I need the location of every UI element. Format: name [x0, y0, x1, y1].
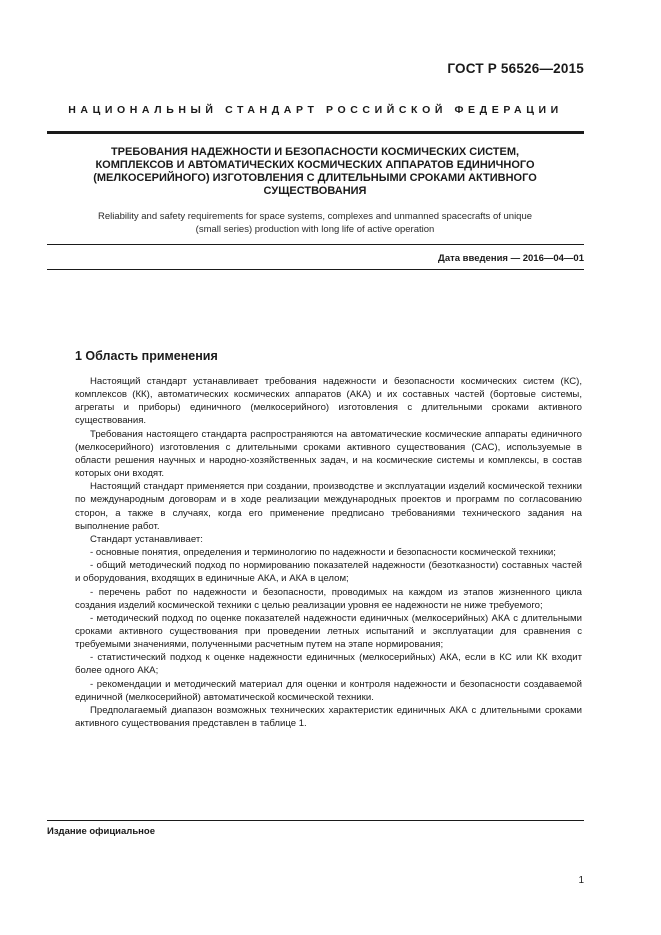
introduction-date: Дата введения — 2016—04—01 — [438, 253, 584, 264]
title-divider-bottom — [47, 269, 584, 270]
paragraph: Требования настоящего стандарта распространяются на автоматические космические аппараты единичного (мелкосерийного) изготовления с длительными сроками активного существования (САС), используемые в области решения научных и народно-хозяйственных задач, и на космические системы и комплексы, в состав которых они входят. — [75, 428, 582, 480]
paragraph: Настоящий стандарт устанавливает требования надежности и безопасности космических систем (КС), комплексов (КК), автоматических космических аппаратов (АКА) и их составных частей (бортовые системы, агрегаты и приборы) единичного (мелкосерийного) изготовления с длительными сроками активного существования. — [75, 376, 582, 427]
list-item: - рекомендации и методический материал для оценки и контроля надежности и безопасности создаваемой единичной (мелкосерийной) автоматической космической техники. — [75, 678, 582, 703]
section-body — [75, 375, 582, 730]
paragraph: Предполагаемый диапазон возможных технических характеристик единичных АКА с длительными сроками активного существования представлен в таблице 1. — [75, 704, 582, 730]
english-title — [80, 210, 550, 236]
page-number: 1 — [578, 875, 584, 886]
document-title — [75, 146, 555, 198]
official-edition-label: Издание официальное — [47, 826, 155, 837]
list-item: - статистический подход к оценке надежности единичных (мелкосерийных) АКА, если в КС или КК входит более одного АКА; — [75, 652, 582, 677]
section-heading: 1 Область применения — [75, 349, 218, 363]
title-line: (МЕЛКОСЕРИЙНОГО) ИЗГОТОВЛЕНИЯ С ДЛИТЕЛЬНЫМИ СРОКАМИ АКТИВНОГО — [93, 172, 537, 184]
english-title-line: (small series) production with long life of active operation — [195, 224, 435, 235]
header-divider — [47, 131, 584, 134]
title-line: КОМПЛЕКСОВ И АВТОМАТИЧЕСКИХ КОСМИЧЕСКИХ АППАРАТОВ ЕДИНИЧНОГО — [95, 159, 535, 171]
list-item: - методический подход по оценке показателей надежности единичных (мелкосерийных) АКА с длительными сроками активного существования при проведении летных испытаний и эксплуатации для сравнения с требуемыми значениями, полученными расчетным путем на этапе нормирования; — [75, 612, 582, 651]
title-divider-top — [47, 244, 584, 245]
paragraph: Настоящий стандарт применяется при создании, производстве и эксплуатации изделий космической техники по международным договорам и в ходе реализации международных проектов и программ по согласованию сторон, а также в случаях, когда его применение предписано требованиями технического задания на выполнение работ. — [75, 481, 582, 532]
footer-divider — [47, 820, 584, 821]
document-number: ГОСТ Р 56526—2015 — [447, 61, 584, 76]
paragraph: Стандарт устанавливает: — [90, 533, 203, 545]
list-item: - общий методический подход по нормированию показателей надежности (безотказности) составных частей и оборудования, входящих в единичные АКА, и АКА в целом; — [75, 560, 582, 585]
title-line: СУЩЕСТВОВАНИЯ — [263, 185, 367, 197]
national-standard-heading: НАЦИОНАЛЬНЫЙ СТАНДАРТ РОССИЙСКОЙ ФЕДЕРАЦИИ — [68, 104, 563, 116]
list-item: - перечень работ по надежности и безопасности, проводимых на каждом из этапов жизненного цикла создания изделий космической техники с целью реализации уровня ее надежности не ниже требуемого; — [75, 586, 582, 611]
list-item: - основные понятия, определения и терминологию по надежности и безопасности космической техники; — [90, 547, 556, 559]
english-title-line: Reliability and safety requirements for space systems, complexes and unmanned spacecrafts of unique — [97, 211, 533, 222]
title-line: ТРЕБОВАНИЯ НАДЕЖНОСТИ И БЕЗОПАСНОСТИ КОСМИЧЕСКИХ СИСТЕМ, — [110, 146, 520, 158]
